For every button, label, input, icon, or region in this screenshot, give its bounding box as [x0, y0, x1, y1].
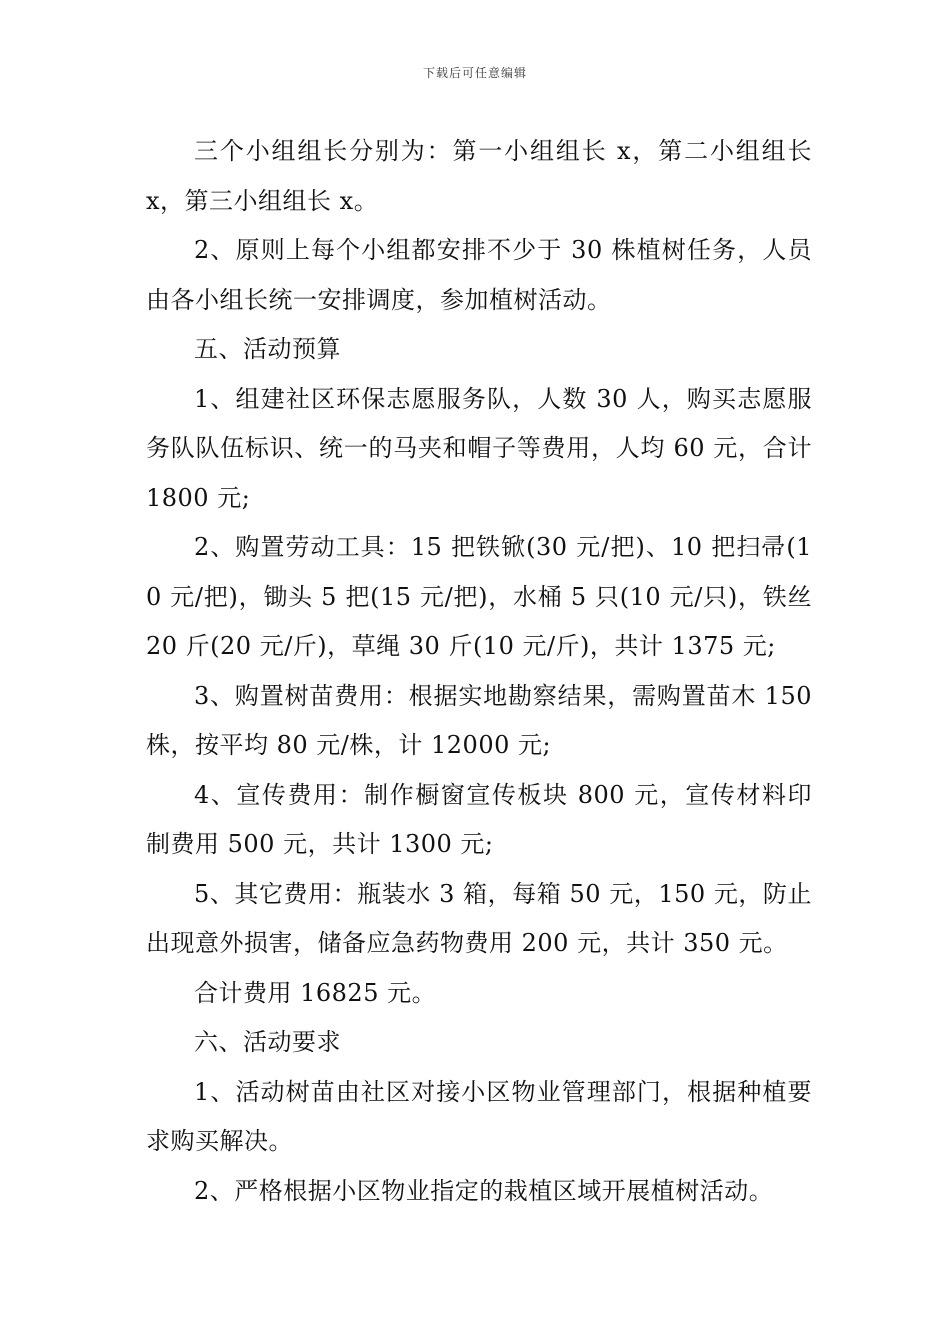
- paragraph-budget-saplings: 3、购置树苗费用：根据实地勘察结果，需购置苗木 150 株，按平均 80 元/株，计 12000 元;: [146, 681, 812, 759]
- paragraph-budget-publicity: 4、宣传费用：制作橱窗宣传板块 800 元，宣传材料印制费用 500 元，共计 1300 元;: [146, 780, 812, 858]
- document-body: [146, 127, 812, 1216]
- paragraph-budget-tools: 2、购置劳动工具：15 把铁锨(30 元/把)、10 把扫帚(10 元/把)，锄头 5 把(15 元/把)，水桶 5 只(10 元/只)，铁丝 20 斤(20 元/斤)，草绳 30 斤(10 元/斤)，共计 1375 元;: [146, 533, 812, 660]
- section-heading-requirements: 六、活动要求: [194, 1028, 341, 1056]
- paragraph-budget-total: 合计费用 16825 元。: [194, 978, 437, 1007]
- paragraph-requirement-area: 2、严格根据小区物业指定的栽植区域开展植树活动。: [194, 1176, 774, 1205]
- paragraph-budget-other: 5、其它费用：瓶装水 3 箱，每箱 50 元，150 元，防止出现意外损害，储备应急药物费用 200 元，共计 350 元。: [146, 879, 812, 957]
- page-header: 下载后可任意编辑: [422, 66, 527, 80]
- paragraph-group-leaders: 三个小组组长分别为：第一小组组长 x，第二小组组长 x，第三小组组长 x。: [146, 137, 812, 215]
- paragraph-budget-volunteers: 1、组建社区环保志愿服务队，人数 30 人，购买志愿服务队队伍标识、统一的马夹和帽子等费用，人均 60 元，合计 1800 元;: [146, 384, 812, 512]
- paragraph-requirement-saplings: 1、活动树苗由社区对接小区物业管理部门，根据种植要求购买解决。: [146, 1077, 812, 1155]
- paragraph-planting-tasks: 2、原则上每个小组都安排不少于 30 株植树任务，人员由各小组长统一安排调度，参加植树活动。: [146, 236, 812, 314]
- section-heading-budget: 五、活动预算: [194, 335, 341, 363]
